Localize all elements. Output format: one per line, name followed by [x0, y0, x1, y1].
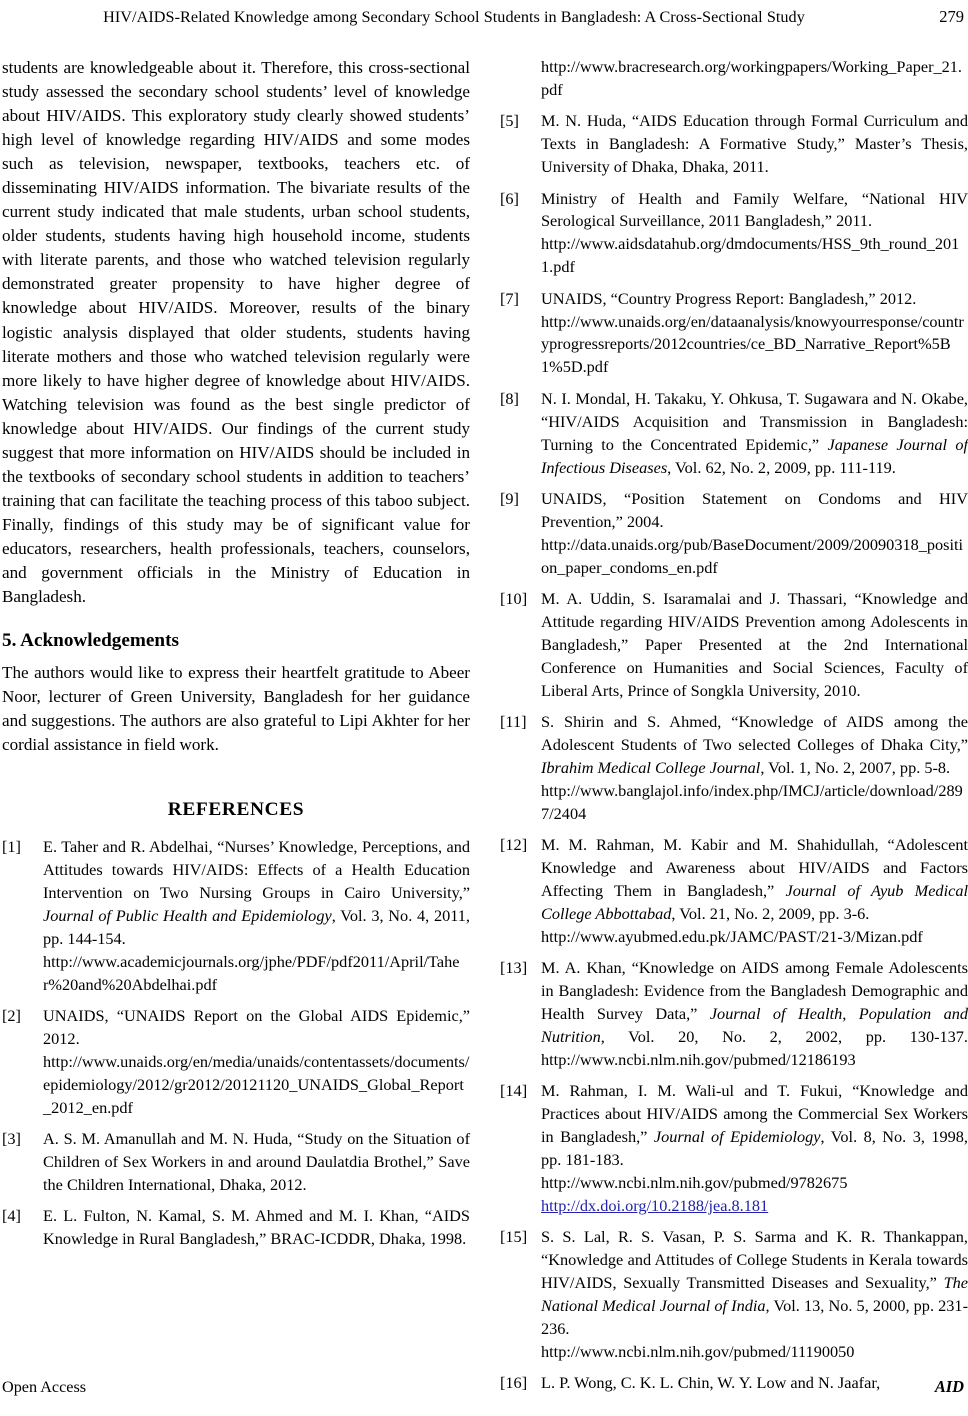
reference-doi-link[interactable]: http://dx.doi.org/10.2188/jea.8.181 [541, 1195, 769, 1215]
journal-title: Ibrahim Medical College Journal [541, 757, 761, 777]
journal-title: The National Medical Journal of India [541, 1272, 968, 1315]
reference-item [500, 711, 968, 834]
reference-url[interactable]: http://www.unaids.org/en/dataanalysis/knowyourresponse/countryprogressreports/2012countries/ce_BD_Narrative_Report%5B1%5D.pdf [541, 311, 964, 377]
reference-item [500, 56, 968, 110]
reference-url[interactable]: http://www.ayubmed.edu.pk/JAMC/PAST/21-3/Mizan.pdf [541, 926, 923, 946]
reference-item [500, 388, 968, 488]
reference-marker: [8] [500, 388, 519, 408]
reference-url[interactable]: http://www.ncbi.nlm.nih.gov/pubmed/11190050 [541, 1341, 855, 1361]
reference-marker: [12] [500, 835, 528, 855]
reference-text: M. A. Uddin, S. Isaramalai and J. Thassari, “Knowledge and Attitude regarding HIV/AIDS Prevention among Adolescents in Bangladesh,” Paper Presented at the 2nd International Conference on Humanities and Social Sciences, Faculty of Liberal Arts, Prince of Songkla University, 2010. [541, 589, 968, 700]
reference-marker: [2] [2, 1006, 21, 1026]
reference-url[interactable]: http://www.banglajol.info/index.php/IMCJ/article/download/2897/2404 [541, 780, 963, 823]
reference-marker: [4] [2, 1206, 21, 1226]
journal-title: Journal of Ayub Medical College Abbottabad [541, 880, 968, 923]
journal-title: Journal of Public Health and Epidemiology [43, 905, 332, 925]
reference-marker: [1] [2, 837, 21, 857]
reference-text: M. M. Rahman, M. Kabir and M. Shahidullah, “Adolescent Knowledge and Awareness about HIV/AIDS and Factors Affecting Them in Bangladesh,” Journal of Ayub Medical College Abbottabad, Vol. 21, No. 2, 2009, pp. 3-6. [541, 835, 968, 923]
reference-marker: [15] [500, 1227, 528, 1247]
reference-text: UNAIDS, “Position Statement on Condoms and HIV Prevention,” 2004. [541, 488, 968, 531]
reference-item [500, 834, 968, 957]
reference-item [500, 1080, 968, 1226]
journal-abbreviation: AID [934, 1377, 964, 1396]
reference-marker: [11] [500, 712, 527, 732]
reference-text: N. I. Mondal, H. Takaku, Y. Ohkusa, T. Sugawara and N. Okabe, “HIV/AIDS Acquisition and Transmission in Bangladesh: Turning to the Concentrated Epidemic,” Japanese Journal of Infectious Diseases, Vol. 62, No. 2, 2009, pp. 111-119. [541, 388, 968, 477]
acknowledgements-heading: 5. Acknowledgements [2, 630, 179, 652]
reference-item [2, 836, 470, 1005]
reference-item [500, 588, 968, 711]
reference-text: Ministry of Health and Family Welfare, “National HIV Serological Surveillance, 2011 Bangladesh,” 2011. [541, 188, 968, 231]
reference-item [500, 288, 968, 388]
page-footer [0, 1376, 968, 1400]
reference-url[interactable]: http://www.unaids.org/en/media/unaids/contentassets/documents/epidemiology/2012/gr2012/20121120_UNAIDS_Global_Report_2012_en.pdf [43, 1051, 470, 1117]
reference-marker: [3] [2, 1129, 21, 1149]
reference-item [500, 957, 968, 1080]
reference-marker: [5] [500, 111, 519, 131]
reference-marker: [16] [500, 1373, 528, 1393]
reference-item [2, 1005, 470, 1128]
reference-marker: [14] [500, 1081, 528, 1101]
reference-text: L. P. Wong, C. K. L. Chin, W. Y. Low and N. Jaafar, [541, 1373, 881, 1393]
right-column [500, 56, 968, 1395]
reference-marker: [6] [500, 188, 519, 208]
reference-text: M. N. Huda, “AIDS Education through Formal Curriculum and Texts in Bangladesh: A Formative Study,” Master’s Thesis, University of Dhaka, Dhaka, 2011. [541, 111, 968, 177]
running-head [0, 6, 968, 30]
reference-text: A. S. M. Amanullah and M. N. Huda, “Study on the Situation of Children of Sex Workers in and around Daulatdia Brothel,” Save the Children International, Dhaka, 2012. [43, 1129, 470, 1194]
reference-item [2, 1128, 470, 1205]
reference-text: UNAIDS, “UNAIDS Report on the Global AIDS Epidemic,” 2012. [43, 1006, 470, 1049]
reference-url[interactable]: http://www.bracresearch.org/workingpapers/Working_Paper_21.pdf [541, 57, 962, 99]
reference-text: UNAIDS, “Country Progress Report: Bangladesh,” 2012. [541, 288, 917, 308]
reference-item [500, 1226, 968, 1372]
left-column [2, 56, 470, 1251]
reference-item [2, 1205, 470, 1251]
reference-marker: [13] [500, 958, 528, 978]
journal-title: Journal of Health, Population and Nutrition [541, 1003, 968, 1046]
reference-text: M. Rahman, I. M. Wali-ul and T. Fukui, “Knowledge and Practices about HIV/AIDS among the Commercial Sex Workers in Bangladesh,” Journal of Epidemiology, Vol. 8, No. 3, 1998, pp. 181-183. [541, 1081, 968, 1169]
reference-text: M. A. Khan, “Knowledge on AIDS among Female Adolescents in Bangladesh: Evidence from the Bangladesh Demographic and Health Survey Data,” Journal of Health, Population and Nutrition, Vol. 20, No. 2, 2002, pp. 130-137. http://www.ncbi.nlm.nih.gov/pubmed/12186193 [541, 958, 968, 1069]
acknowledgements-paragraph: The authors would like to express their heartfelt gratitude to Abeer Noor, lecturer of Green University, Bangladesh for her guidance and suggestions. The authors are also grateful to Lipi Akhter for her cordial assistance in field work. [2, 663, 470, 755]
reference-url[interactable]: http://data.unaids.org/pub/BaseDocument/2009/20090318_position_paper_condoms_en.pdf [541, 534, 964, 577]
reference-url[interactable]: http://www.academicjournals.org/jphe/PDF/pdf2011/April/Taher%20and%20Abdelhai.pdf [43, 951, 460, 994]
reference-list-left [2, 836, 470, 1251]
page-number: 279 [939, 7, 964, 26]
running-head-title: HIV/AIDS-Related Knowledge among Secondary School Students in Bangladesh: A Cross-Sectional Study [103, 8, 805, 26]
reference-marker: [10] [500, 589, 528, 609]
reference-item [500, 110, 968, 187]
reference-text: E. Taher and R. Abdelhai, “Nurses’ Knowledge, Perceptions, and Attitudes towards HIV/AIDS: Effects of a Health Education Intervention on Two Nursing Groups in Cairo University,” Journal of Public Health and Epidemiology, Vol. 3, No. 4, 2011, pp. 144-154. [43, 837, 470, 948]
reference-item [500, 488, 968, 588]
reference-url[interactable]: http://www.aidsdatahub.org/dmdocuments/HSS_9th_round_2011.pdf [541, 234, 960, 277]
reference-text: S. Shirin and S. Ahmed, “Knowledge of AIDS among the Adolescent Students of Two selected Colleges of Dhaka City,” Ibrahim Medical College Journal, Vol. 1, No. 2, 2007, pp. 5-8. [541, 712, 968, 777]
references-heading: REFERENCES [167, 799, 305, 821]
reference-item [500, 188, 968, 288]
journal-title: Journal of Epidemiology [653, 1126, 821, 1146]
reference-list-right [500, 56, 968, 1395]
conclusion-paragraph-continued: students are knowledgeable about it. Therefore, this cross-sectional study assessed the secondary school students’ level of knowledge about HIV/AIDS. This exploratory study clearly showed students’ high level of knowledge regarding HIV/AIDS and some modes such as television, newspaper, textbooks, teachers etc. of disseminating HIV/AIDS information. The bivariate results of the current study indicated that male students, urban school students, older students, students having high household income, students with literate parents, and those who watched television regularly demonstrated greater propensity to have higher degree of knowledge about HIV/AIDS. Moreover, results of the binary logistic analysis displayed that older students, students having literate mothers and those who watched television regularly were more likely to have higher degree of knowledge about HIV/AIDS. Watching television was found as the best single predictor of knowledge about HIV/AIDS. Our findings of the current study suggest that more information on HIV/AIDS should be included in the textbooks of secondary school students in addition to teachers’ training that can facilitate the teaching process of this taboo subject. Finally, findings of this study may be of significant value for educators, researchers, health professionals, teachers, counselors, and government officials in the Ministry of Education in Bangladesh. [2, 58, 470, 607]
reference-marker: [7] [500, 288, 519, 308]
reference-text: E. L. Fulton, N. Kamal, S. M. Ahmed and M. I. Khan, “AIDS Knowledge in Rural Bangladesh,” BRAC-ICDDR, Dhaka, 1998. [43, 1206, 470, 1249]
open-access-label: Open Access [2, 1378, 87, 1396]
reference-url[interactable]: http://www.ncbi.nlm.nih.gov/pubmed/9782675 [541, 1172, 848, 1192]
journal-title: Japanese Journal of Infectious Diseases [541, 434, 968, 477]
reference-marker: [9] [500, 488, 519, 508]
reference-text: S. S. Lal, R. S. Vasan, P. S. Sarma and K. R. Thankappan, “Knowledge and Attitudes of College Students in Kerala towards HIV/AIDS, Sexually Transmitted Diseases and Sexuality,” The National Medical Journal of India, Vol. 13, No. 5, 2000, pp. 231-236. [541, 1227, 968, 1338]
